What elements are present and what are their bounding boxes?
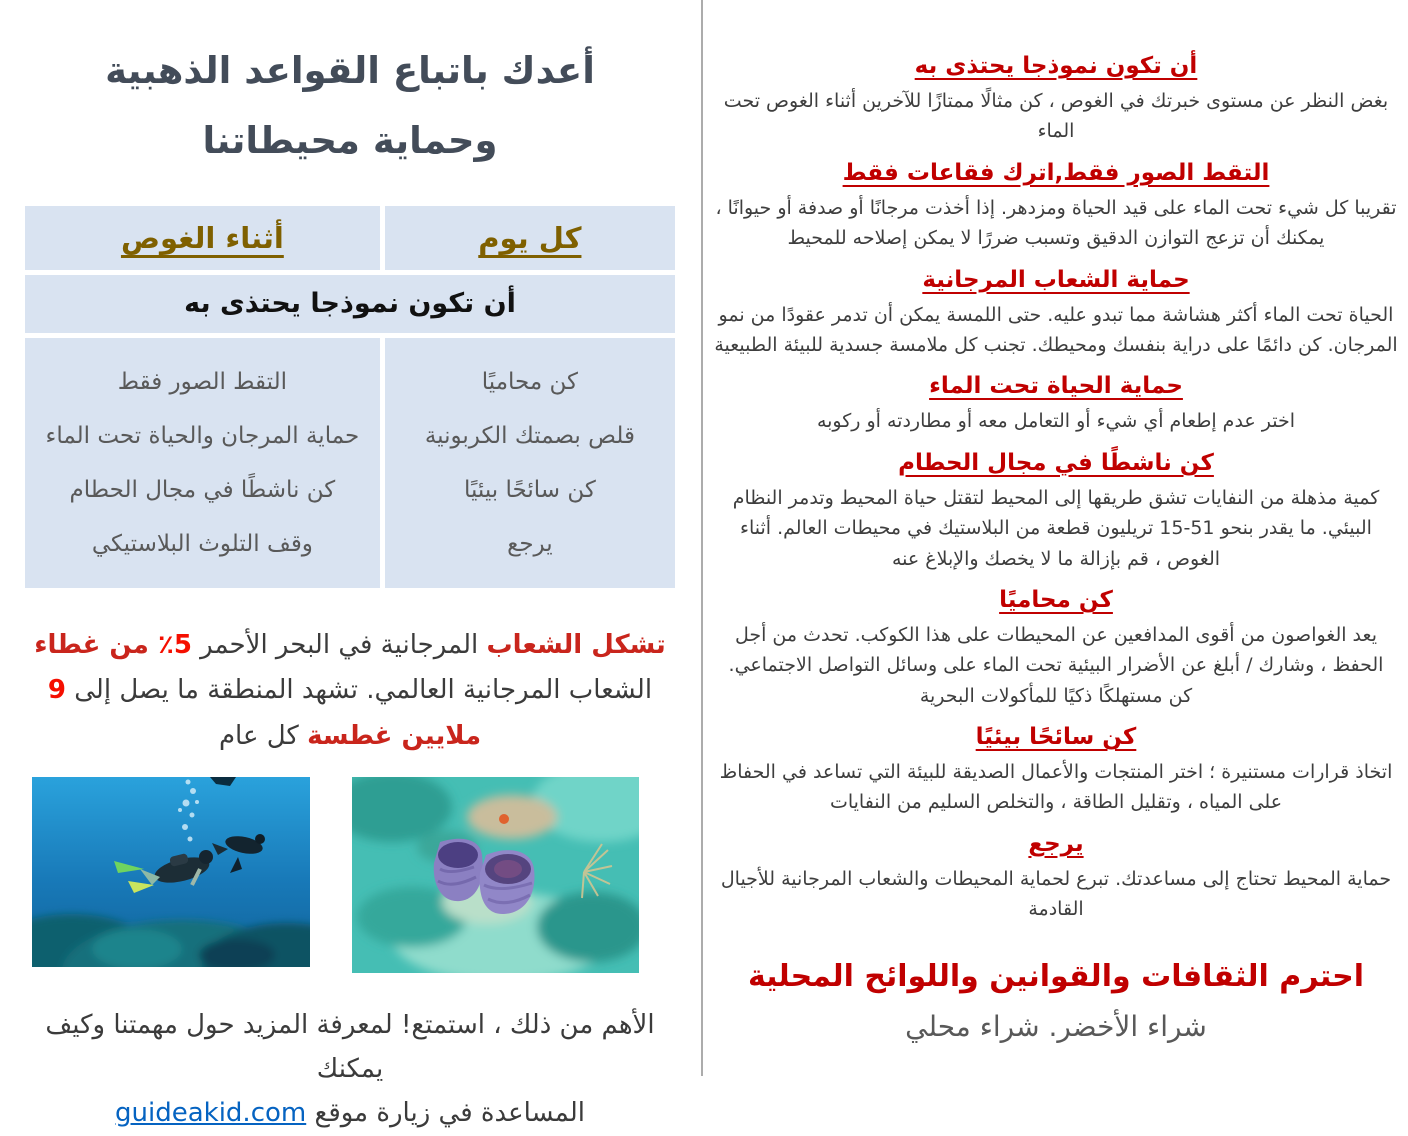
section-body: الحياة تحت الماء أكثر هشاشة مما تبدو عليه. حتى اللمسة يمكن أن تدمر عقودًا من نمو المرجان. كن دائمًا على دراية بنفسك ومحيطك. تجنب كل ملامسة جسدية للبيئة الطبيعية	[714, 303, 1398, 356]
section-heading: أن تكون نموذجا يحتذى به	[914, 53, 1198, 79]
section-heading: كن ناشطًا في مجال الحطام	[898, 449, 1214, 476]
scuba-divers-photo	[32, 777, 310, 967]
left-footer	[20, 1003, 680, 1136]
table-header-every-day	[385, 206, 675, 270]
section-debris-activist	[714, 450, 1398, 574]
page-title	[28, 36, 672, 177]
golden-rules-table	[20, 201, 680, 593]
section-role-model	[714, 53, 1398, 147]
stats-text: كل عام	[218, 720, 308, 751]
section-give-back	[714, 831, 1398, 925]
stats-number: 9	[47, 675, 66, 706]
section-eco-tourist	[714, 724, 1398, 818]
closing-heading: احترم الثقافات والقوانين واللوائح المحلية	[747, 958, 1365, 994]
table-header-every-day-label: كل يوم	[478, 220, 582, 255]
section-be-advocate	[714, 587, 1398, 711]
section-heading: كن محاميًا	[999, 586, 1113, 613]
list-item: كن محاميًا	[481, 368, 578, 395]
stats-highlight: تشكل الشعاب	[486, 629, 666, 660]
closing-subtext: شراء الأخضر. شراء محلي	[905, 1009, 1207, 1043]
right-column	[704, 0, 1408, 1076]
section-heading: التقط الصور فقط,اترك فقاعات فقط	[842, 159, 1270, 186]
section-heading: حماية الشعاب المرجانية	[922, 266, 1190, 293]
section-body: حماية المحيط تحتاج إلى مساعدتك. تبرع لحماية المحيطات والشعاب المرجانية للأجيال القادمة	[720, 867, 1392, 921]
list-item: يرجع	[507, 530, 553, 557]
section-protect-marine-life	[714, 373, 1398, 436]
list-item: كن ناشطًا في مجال الحطام	[69, 476, 336, 503]
page-title-line2: وحماية محيطاتنا	[202, 119, 498, 163]
section-body: تقريبا كل شيء تحت الماء على قيد الحياة ومزدهر. إذا أخذت مرجانًا أو صدفة أو حيوانًا ، يمكنك أن تزعج التوازن الدقيق وتسبب ضررًا لا يمكن إصلاحه للمحيط	[715, 196, 1397, 250]
guideakid-link[interactable]: guideakid.com	[115, 1098, 307, 1129]
table-header-during-dive-label: أثناء الغوص	[120, 220, 284, 255]
stats-highlight: من غطاء	[34, 629, 158, 660]
section-body: اتخاذ قرارات مستنيرة ؛ اختر المنتجات والأعمال الصديقة للبيئة التي تساعد في الحفاظ على المياه ، وتقليل الطاقة ، والتخلص السليم من النفايات	[719, 761, 1393, 814]
during-dive-list	[25, 338, 380, 588]
footer-line2-text: المساعدة في زيارة موقع	[306, 1098, 585, 1129]
column-divider	[701, 0, 703, 1076]
page-title-line1: أعدك باتباع القواعد الذهبية	[105, 49, 595, 92]
list-item: قلص بصمتك الكربونية	[424, 422, 635, 449]
section-protect-reefs	[714, 267, 1398, 361]
section-heading: كن سائحًا بيئيًا	[975, 724, 1137, 751]
stats-highlight: ملايين غطسة	[307, 720, 482, 751]
orange-coral-spot	[499, 814, 509, 824]
footer-line2	[20, 1091, 680, 1135]
list-item: حماية المرجان والحياة تحت الماء	[45, 422, 360, 449]
stats-number: 5٪	[157, 629, 192, 660]
list-item: التقط الصور فقط	[117, 368, 287, 395]
section-body: اختر عدم إطعام أي شيء أو التعامل معه أو مطاردته أو ركوبه	[816, 410, 1296, 433]
footer-line1: الأهم من ذلك ، استمتع! لمعرفة المزيد حول مهمتنا وكيف يمكنك	[45, 1010, 655, 1085]
red-sea-stats-paragraph	[14, 623, 686, 760]
list-item: كن سائحًا بيئيًا	[463, 476, 596, 503]
list-item: وقف التلوث البلاستيكي	[91, 530, 313, 557]
section-body: بغض النظر عن مستوى خبرتك في الغوص ، كن مثالًا ممتازًا للآخرين أثناء الغوص تحت الماء	[723, 90, 1389, 143]
every-day-list	[385, 338, 675, 588]
stats-text: الشعاب المرجانية العالمي. تشهد المنطقة ما يصل إلى	[66, 675, 653, 706]
section-heading: حماية الحياة تحت الماء	[929, 373, 1183, 400]
purple-sponges-photo	[352, 777, 639, 973]
section-body: كمية مذهلة من النفايات تشق طريقها إلى المحيط لتقتل حياة المحيط وتدمر النظام البيئي. ما يقدر بنحو 51-15 تريليون قطعة من البلاستيك في محيطات العالم. أثناء الغوص ، قم بإزالة ما لا يخصك والإبلاغ عنه	[732, 486, 1380, 570]
section-take-only-photos	[714, 160, 1398, 254]
section-heading: يرجع	[1028, 830, 1084, 857]
table-merged-row	[25, 275, 675, 333]
stats-text: المرجانية في البحر الأحمر	[191, 629, 487, 660]
table-list-row	[25, 338, 675, 588]
table-header-row	[25, 206, 675, 270]
left-column	[0, 0, 700, 1129]
photo-row	[0, 777, 700, 973]
table-header-during-dive	[25, 206, 380, 270]
section-body: يعد الغواصون من أقوى المدافعين عن المحيطات على هذا الكوكب. تحدث من أجل الحفظ ، وشارك / أبلغ عن الأضرار البيئية تحت الماء على وسائل التواصل الاجتماعي. كن مستهلكًا ذكيًا للمأكولات البحرية	[728, 623, 1384, 707]
table-merged-cell: أن تكون نموذجا يحتذى به	[25, 275, 675, 333]
vase-sponge-1	[434, 839, 483, 901]
